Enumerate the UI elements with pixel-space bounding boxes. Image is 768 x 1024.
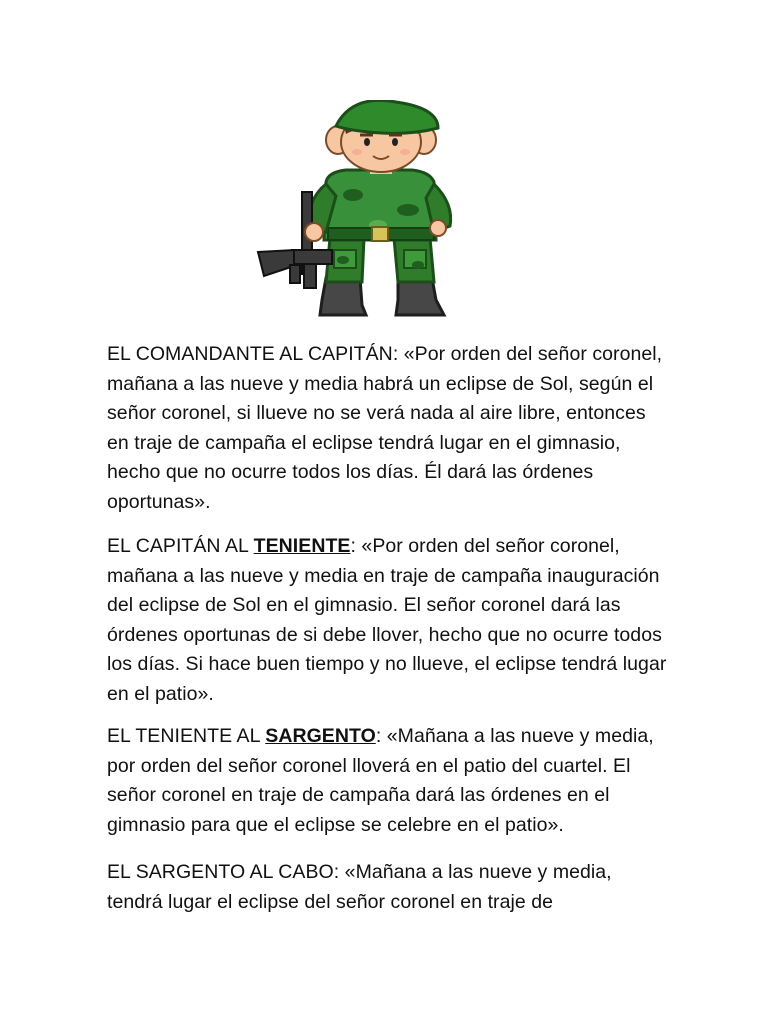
paragraph-text: : «Por orden del señor coronel, mañana a las nueve y media habrá un eclipse de Sol, según el señor coronel, si llueve no se verá nada al aire libre, entonces en traje de campaña el eclipse tendrá lugar en el gimnasio, hecho que no ocurre todos los días. Él dará las órdenes oportunas».: [107, 343, 663, 513]
paragraph-text: : «Por orden del señor coronel, mañana a las nueve y media en traje de campaña inauguración del eclipse de Sol en el gimnasio. El señor coronel dará las órdenes oportunas de si debe llover, hecho que no ocurre todos los días. Si hace buen tiempo y no llueve, el eclipse tendrá lugar en el patio».: [107, 535, 667, 705]
soldier-illustration: [248, 100, 478, 325]
speaker-label: EL COMANDANTE AL CAPITÁN: [107, 343, 393, 365]
speaker-label: EL CAPITÁN AL: [107, 535, 254, 557]
paragraph-text: : «Mañana a las nueve y media, por orden del señor coronel lloverá en el patio del cuartel. El señor coronel en traje de campaña dará las órdenes en el gimnasio para que el eclipse se celebre en el patio».: [107, 725, 654, 836]
paragraph-comandante: [107, 340, 672, 517]
rank-sargento: SARGENTO: [265, 725, 376, 747]
speaker-label: EL TENIENTE AL: [107, 725, 266, 747]
paragraph-text: : «Mañana a las nueve y media, tendrá lugar el eclipse del señor coronel en traje de: [107, 861, 612, 913]
paragraph-teniente: [107, 722, 672, 840]
paragraph-sargento: [107, 858, 672, 917]
speaker-label: EL SARGENTO AL CABO: [107, 861, 334, 883]
paragraph-capitan: [107, 532, 672, 709]
rank-teniente: TENIENTE: [253, 535, 351, 557]
